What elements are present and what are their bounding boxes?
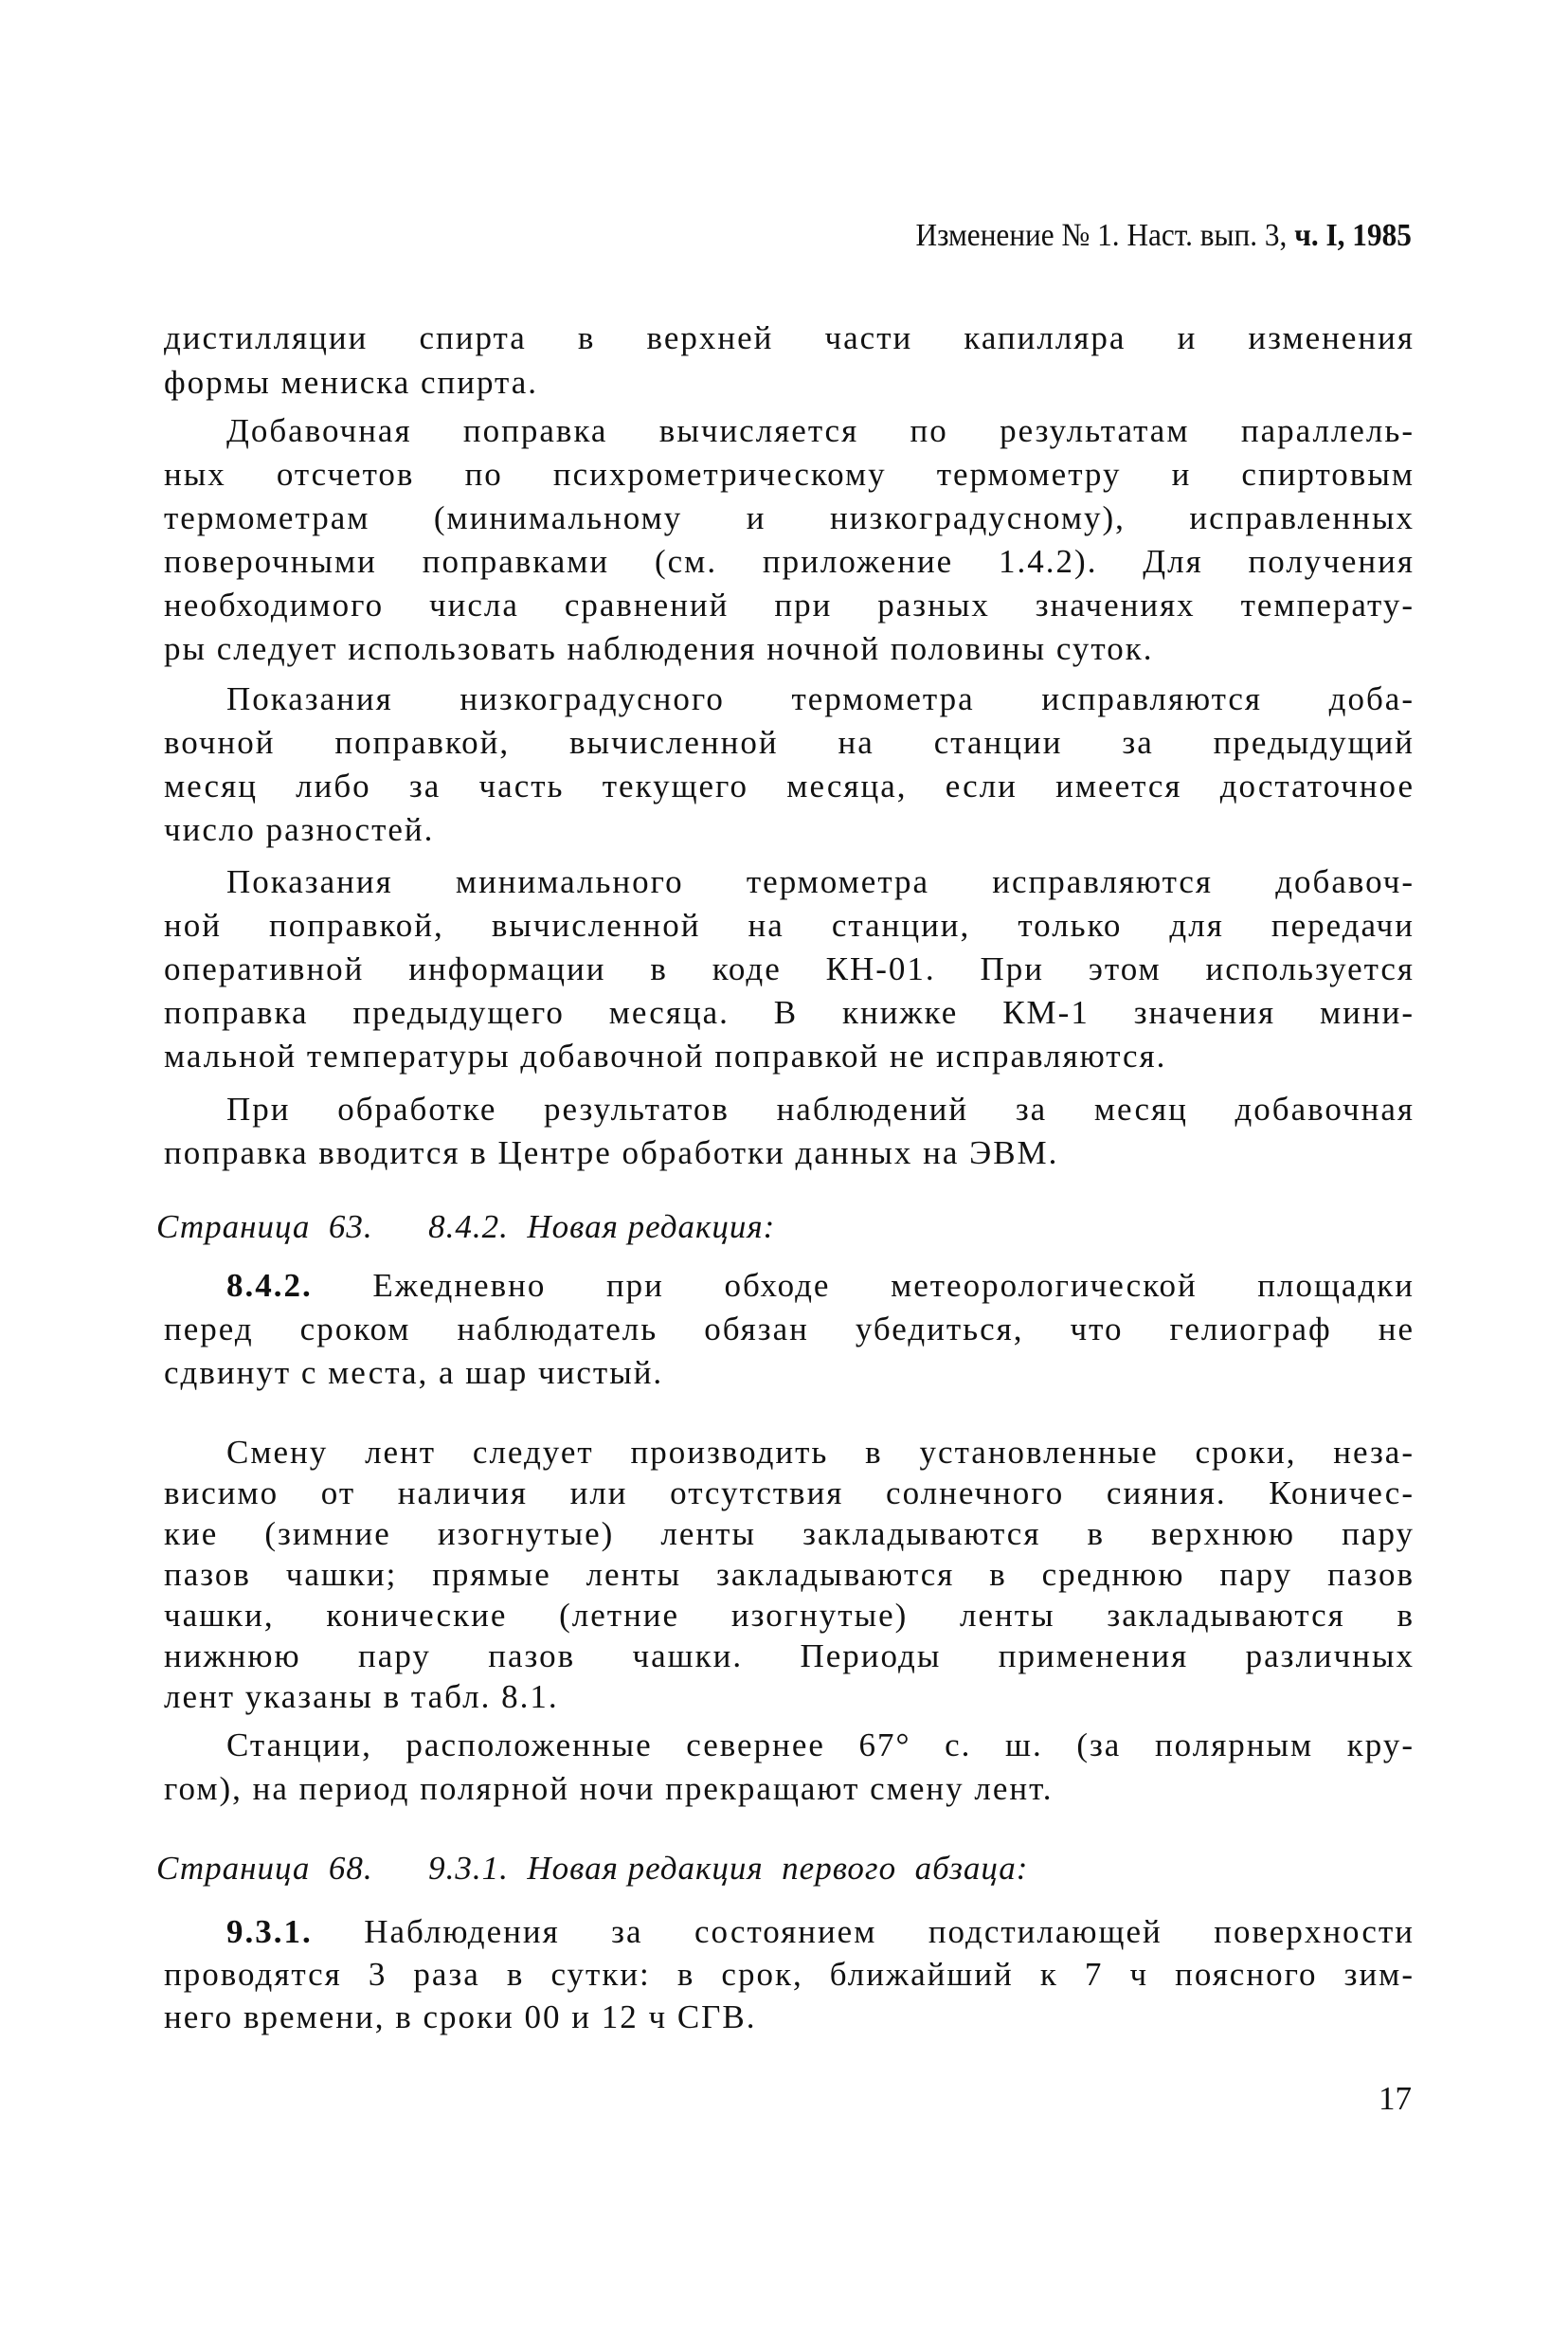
text-line: При обработке результатов наблюдений за месяц добавочная — [226, 1091, 1415, 1128]
text-line: гом), на период полярной ночи прекращают смену лент. — [164, 1770, 1054, 1807]
text-line: ных отсчетов по психрометрическому термометру и спиртовым — [164, 456, 1415, 493]
text-line: Показания минимального термометра исправляются добавоч- — [226, 863, 1415, 900]
text-line: ной поправкой, вычисленной на станции, только для передачи — [164, 907, 1415, 944]
text-line — [164, 1910, 1415, 1953]
paragraph-8 — [164, 1724, 1415, 1811]
section-number: 9.3.1. — [226, 1913, 313, 1950]
header-bold: ч. I, 1985 — [1294, 218, 1412, 253]
text-line: мальной температуры добавочной поправкой не исправляются. — [164, 1038, 1167, 1075]
line-text: Наблюдения за состоянием подстилающей поверхности — [312, 1913, 1415, 1950]
header-normal: Изменение № 1. Наст. вып. 3, — [915, 218, 1295, 253]
text-line: поверочными поправками (см. приложение 1.4.2). Для получения — [164, 543, 1415, 580]
line-text: Ежедневно при обходе метеорологической площадки — [312, 1267, 1415, 1304]
text-line — [164, 1264, 1415, 1308]
paragraph-2 — [164, 409, 1415, 671]
section-number: 8.4.2. — [226, 1267, 313, 1304]
paragraph-9-3-1 — [164, 1910, 1415, 2038]
section-heading-68: Страница 68. 9.3.1. Новая редакция первого абзаца: — [156, 1850, 1029, 1887]
text-line: Станции, расположенные севернее 67° с. ш. (за полярным кру- — [226, 1726, 1415, 1763]
text-line: кие (зимние изогнутые) ленты закладываются в верхнюю пару — [164, 1515, 1415, 1552]
text-line: перед сроком наблюдатель обязан убедиться, что гелиограф не — [164, 1311, 1415, 1347]
text-line: нижнюю пару пазов чашки. Периоды применения различных — [164, 1637, 1415, 1674]
paragraph-7 — [164, 1432, 1415, 1717]
text-line: чашки, конические (летние изогнутые) ленты закладываются в — [164, 1597, 1415, 1634]
text-line: поправка предыдущего месяца. В книжке КМ-1 значения мини- — [164, 994, 1415, 1031]
text-line: сдвинут с места, а шар чистый. — [164, 1354, 664, 1391]
paragraph-5 — [164, 1088, 1415, 1175]
text-line: лент указаны в табл. 8.1. — [164, 1678, 559, 1715]
text-line: необходимого числа сравнений при разных значениях температу- — [164, 587, 1415, 624]
paragraph-4 — [164, 860, 1415, 1078]
text-line: дистилляции спирта в верхней части капилляра и изменения — [164, 319, 1415, 356]
text-line: формы мениска спирта. — [164, 364, 539, 401]
text-line: поправка вводится в Центре обработки данных на ЭВМ. — [164, 1134, 1059, 1171]
text-line: Показания низкоградусного термометра исправляются доба- — [226, 680, 1415, 717]
text-line: оперативной информации в коде КН-01. При этом используется — [164, 950, 1415, 987]
paragraph-8-4-2 — [164, 1264, 1415, 1395]
section-heading-63: Страница 63. 8.4.2. Новая редакция: — [156, 1208, 776, 1245]
text-line: вочной поправкой, вычисленной на станции за предыдущий — [164, 724, 1415, 761]
text-line: месяц либо за часть текущего месяца, если имеется достаточное — [164, 768, 1415, 804]
text-line: проводятся 3 раза в сутки: в срок, ближайший к 7 ч поясного зим- — [164, 1956, 1415, 1993]
paragraph-1 — [164, 316, 1415, 405]
text-line: него времени, в сроки 00 и 12 ч СГВ. — [164, 1998, 757, 2035]
page-number: 17 — [1379, 2080, 1412, 2117]
text-line: Добавочная поправка вычисляется по результатам параллель- — [226, 412, 1415, 449]
running-header — [916, 218, 1412, 254]
paragraph-3 — [164, 678, 1415, 852]
text-line: Смену лент следует производить в установленные сроки, неза- — [226, 1434, 1415, 1471]
text-line: пазов чашки; прямые ленты закладываются в среднюю пару пазов — [164, 1556, 1415, 1593]
text-line: ры следует использовать наблюдения ночной половины суток. — [164, 630, 1154, 667]
text-line: термометрам (минимальному и низкоградусному), исправленных — [164, 499, 1415, 536]
text-line: число разностей. — [164, 811, 435, 848]
text-line: висимо от наличия или отсутствия солнечного сияния. Коничес- — [164, 1474, 1415, 1511]
